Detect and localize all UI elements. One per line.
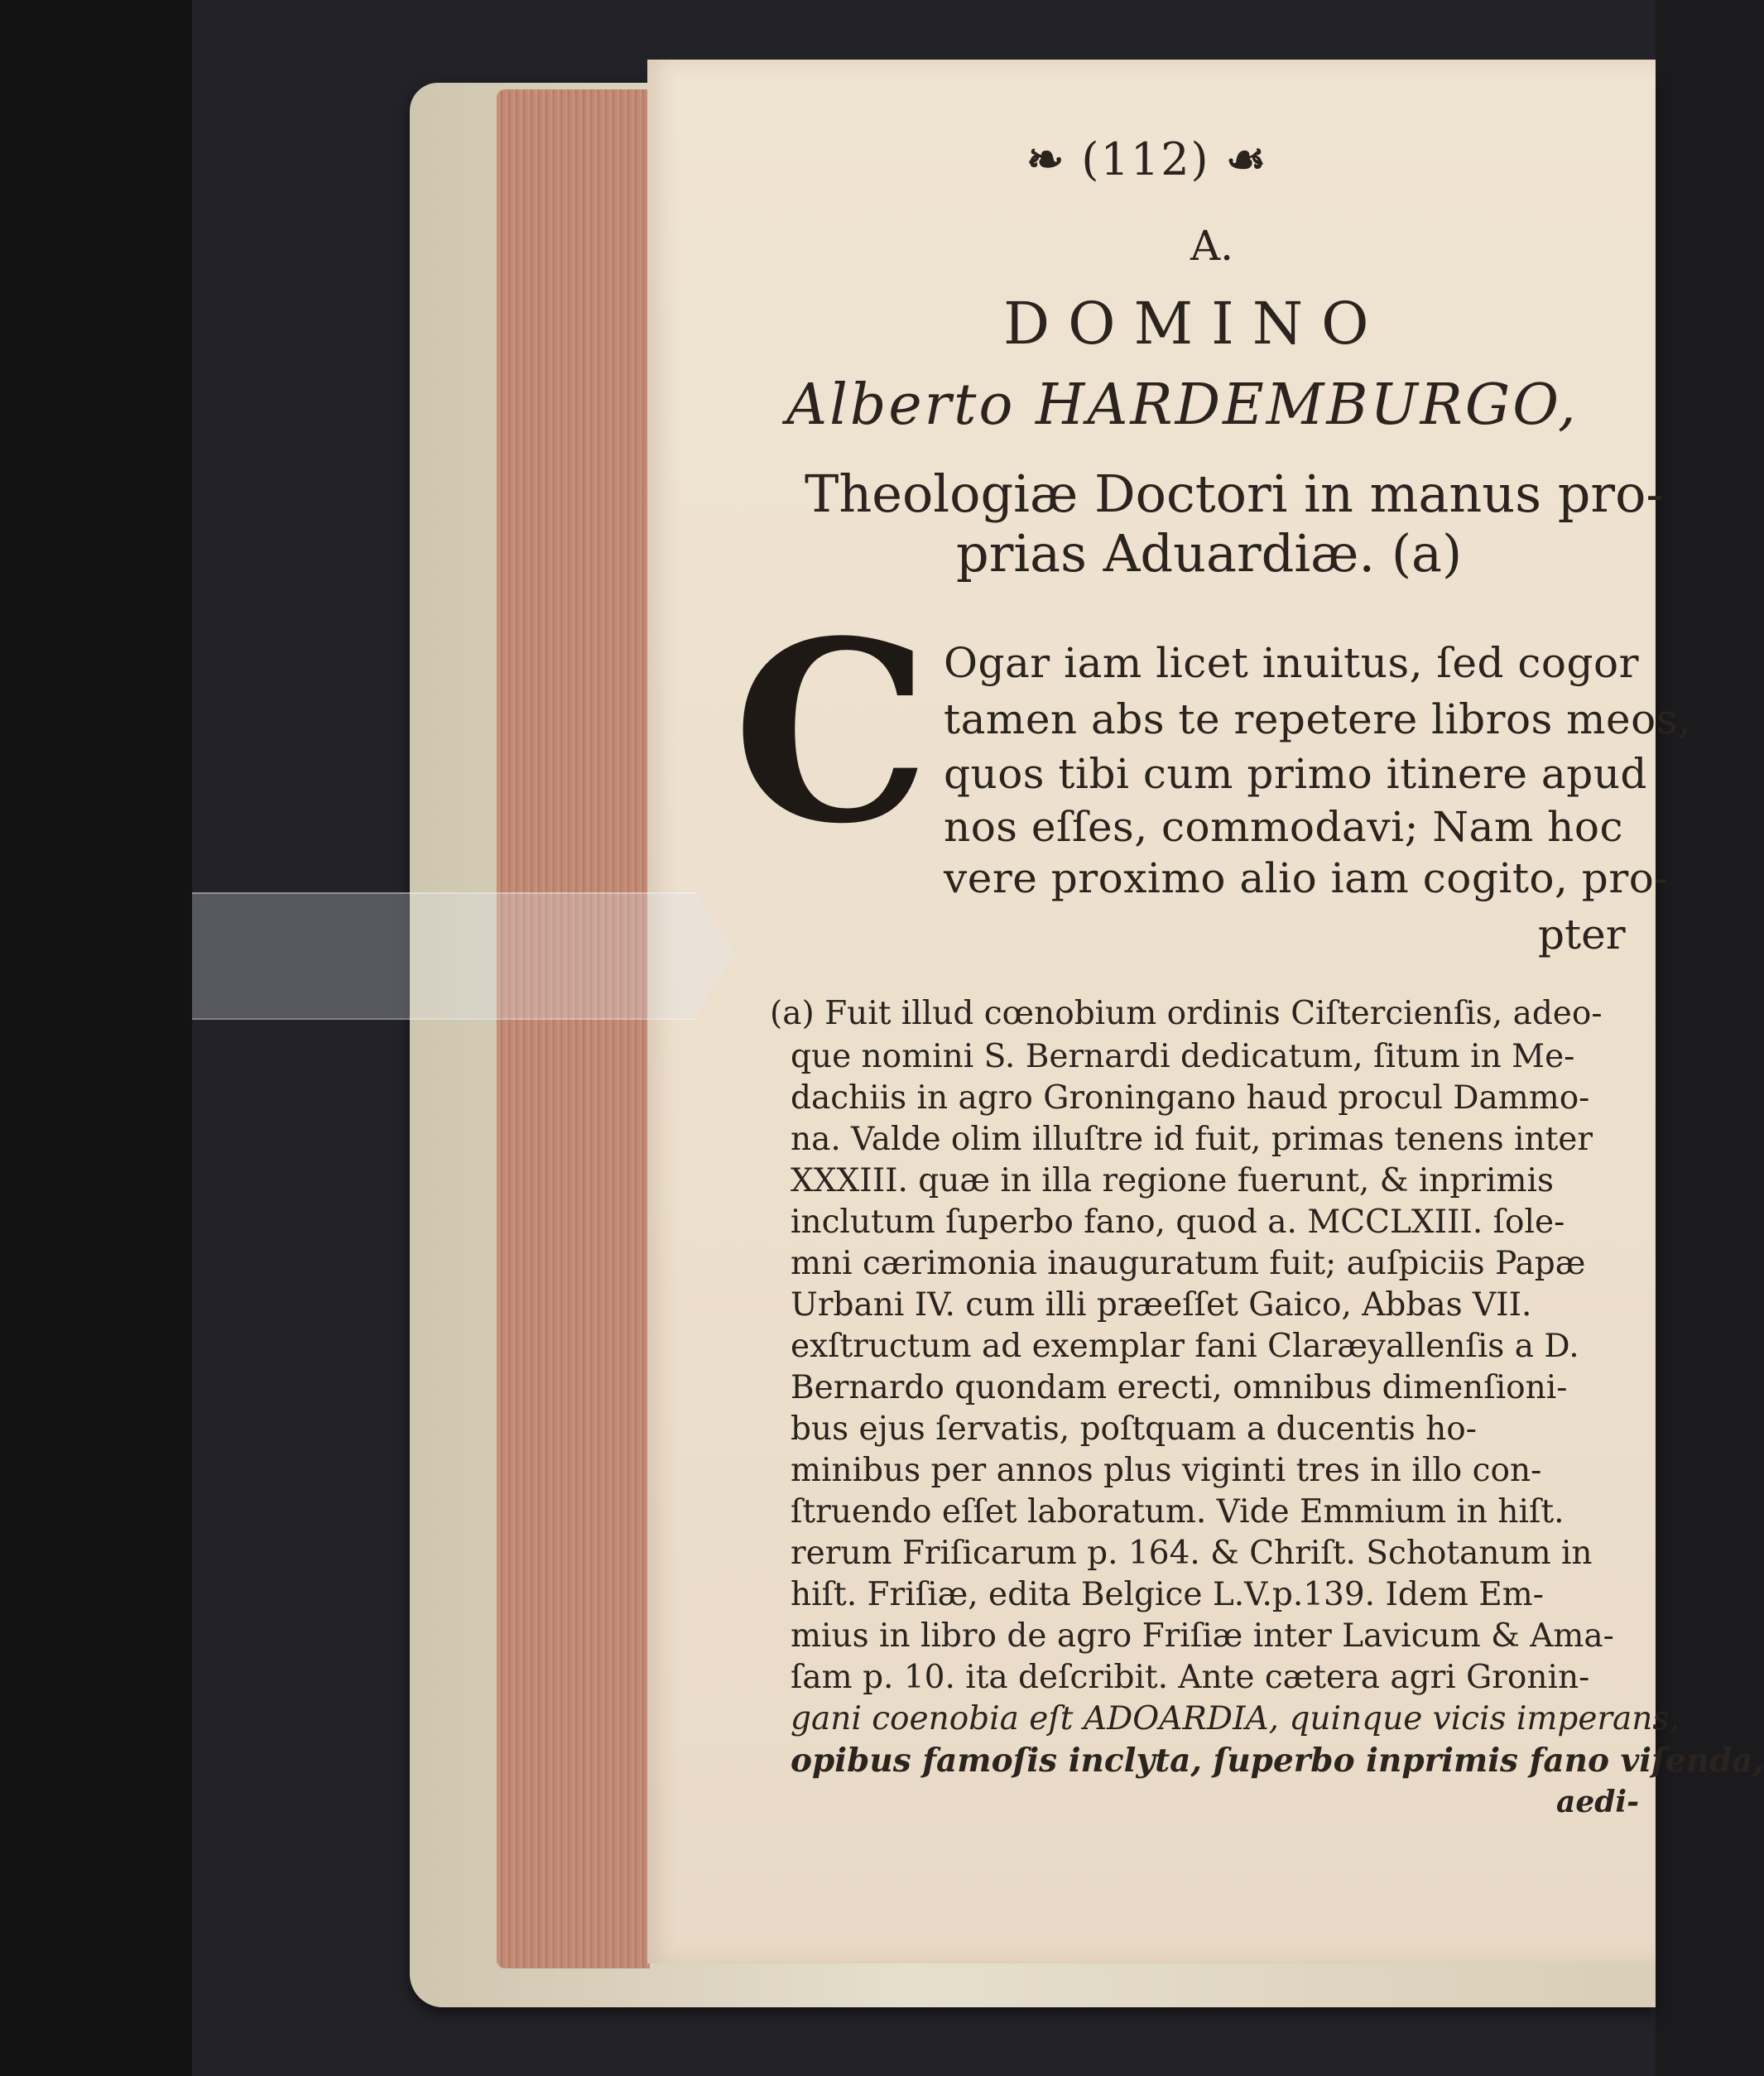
ornament-left-icon: ❧ xyxy=(1026,132,1066,185)
footnote-line: bus ejus ſervatis, poſtquam a ducentis ho- xyxy=(791,1410,1477,1448)
footnote-line: XXXIII. quæ in illa regione fuerunt, & inprimis xyxy=(791,1162,1554,1199)
footnote-line: ſtruendo eſſet laboratum. Vide Emmium in hiſt. xyxy=(791,1493,1565,1531)
bookmark-strip xyxy=(192,892,697,1020)
footnote-line: Urbani IV. cum illi præeſſet Gaico, Abbas VII. xyxy=(791,1286,1532,1324)
letter-line: tamen abs te repetere libros meos, xyxy=(944,695,1692,743)
ornament-right-icon: ☙ xyxy=(1225,132,1268,185)
addressee: Alberto HARDEMBURGO, xyxy=(786,372,1579,438)
salutation: DOMINO xyxy=(1003,290,1387,358)
footnote-line: mni cærimonia inauguratum fuit; auſpiciis Papæ xyxy=(791,1245,1586,1282)
footnote-line: opibus famoſis inclyta, ſuperbo inprimis fano viſenda, xyxy=(791,1742,1764,1780)
page-number: (112) xyxy=(1081,133,1210,185)
footnote-line: exſtructum ad exemplar fani Claræyallenſis a D. xyxy=(791,1328,1579,1365)
letter-line: quos tibi cum primo itinere apud xyxy=(944,750,1647,798)
letter-line: vere proximo alio iam cogito, pro- xyxy=(944,854,1669,902)
page-catchword: aedi- xyxy=(1556,1785,1640,1819)
footnote-line: Bernardo quondam erecti, omnibus dimenſioni- xyxy=(791,1369,1568,1406)
footnote-line: ſam p. 10. ita deſcribit. Ante cætera agri Gronin- xyxy=(791,1659,1590,1696)
bookmark-tip xyxy=(695,892,735,1016)
letter-line: Ogar iam licet inuitus, ſed cogor xyxy=(944,639,1640,687)
footnote-line: mius in libro de agro Friſiæ inter Lavicum & Ama- xyxy=(791,1617,1614,1655)
footnote-line: que nomini S. Bernardi dedicatum, ſitum in Me- xyxy=(791,1038,1575,1075)
footnote-line: (a) Fuit illud cœnobium ordinis Ciſtercienſis, adeo- xyxy=(770,995,1603,1032)
letter-line: nos eſſes, commodavi; Nam hoc xyxy=(944,803,1623,851)
footnote-line: dachiis in agro Groningano haud procul Dammo- xyxy=(791,1079,1590,1117)
drop-cap: C xyxy=(733,586,930,878)
footnote-line: rerum Friſicarum p. 164. & Chriſt. Schotanum in xyxy=(791,1535,1593,1572)
footnote-line: minibus per annos plus viginti tres in illo con- xyxy=(791,1452,1542,1489)
letter-catchword: pter xyxy=(1538,911,1626,959)
running-header xyxy=(1026,132,1267,185)
footnote-line: gani coenobia eſt ADOARDIA, quinque vicis imperans, xyxy=(791,1700,1680,1737)
footnote-line: na. Valde olim illuſtre id fuit, primas tenens inter xyxy=(791,1121,1593,1158)
title-line-1: Theologiæ Doctori in manus pro- xyxy=(805,464,1664,524)
footnote-line: inclutum ſuperbo fano, quod a. MCCLXIII. ſole- xyxy=(791,1204,1565,1241)
title-line-2: prias Aduardiæ. (a) xyxy=(956,523,1463,584)
signature-mark: A. xyxy=(1190,222,1234,270)
page-block-edge xyxy=(497,89,650,1968)
dark-margin xyxy=(0,0,192,2076)
footnote-line: hiſt. Friſiæ, edita Belgice L.V.p.139. Idem Em- xyxy=(791,1576,1544,1613)
